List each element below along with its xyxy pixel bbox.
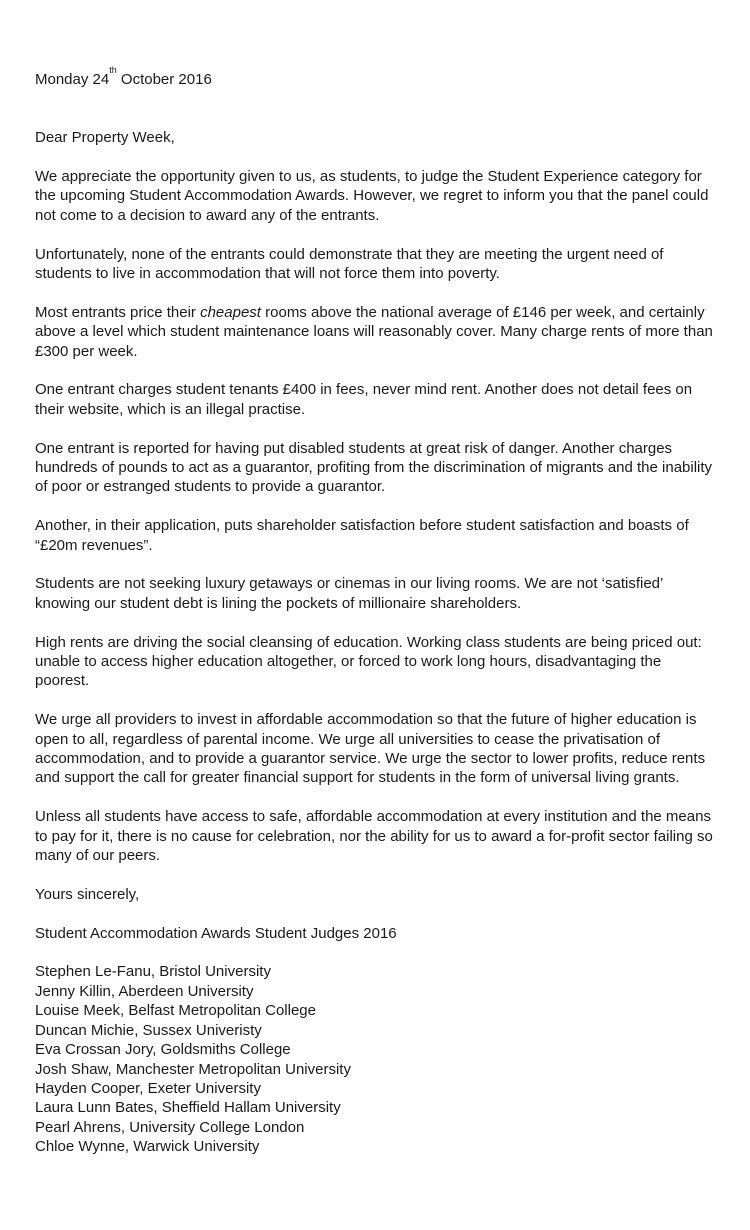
paragraph-3 bbox=[35, 303, 717, 361]
paragraph-5: One entrant is reported for having put disabled students at great risk of danger. Another charges hundreds of pounds to act as a guarantor, profiting from the discrimination of migrants and the inability of poor or estranged students to provide a guarantor. bbox=[35, 439, 713, 496]
paragraph-8: High rents are driving the social cleansing of education. Working class students are being priced out: unable to access higher education altogether, or forced to work long hours, disadvantaging the poorest. bbox=[35, 633, 702, 690]
signatory: Laura Lunn Bates, Sheffield Hallam University bbox=[35, 1099, 341, 1117]
salutation: Dear Property Week, bbox=[35, 129, 175, 147]
date-suffix: October 2016 bbox=[116, 71, 212, 88]
paragraph-10: Unless all students have access to safe, affordable accommodation at every institution and the means to pay for it, there is no cause for celebration, nor the ability for us to award a for-profit sector failing so many of our peers. bbox=[35, 808, 713, 865]
date-line bbox=[35, 65, 717, 89]
signatory-list bbox=[35, 962, 717, 1156]
signatory: Duncan Michie, Sussex Univeristy bbox=[35, 1021, 262, 1039]
paragraph-4: One entrant charges student tenants £400 in fees, never mind rent. Another does not detail fees on their website, which is an illegal practise. bbox=[35, 381, 693, 418]
paragraph-2: Unfortunately, none of the entrants could demonstrate that they are meeting the urgent need of students to live in accommodation that will not force them into poverty. bbox=[35, 245, 664, 283]
paragraph-3-text-after: rooms above the national average of £146 per week, and certainly above a level which student maintenance loans will reasonably cover. Many charge rents of more than £300 per week. bbox=[35, 303, 713, 360]
signatory: Eva Crossan Jory, Goldsmiths College bbox=[35, 1041, 291, 1059]
date-ordinal-superscript: th bbox=[109, 65, 117, 75]
signatory: Stephen Le-Fanu, Bristol University bbox=[35, 963, 271, 981]
paragraph-7: Students are not seeking luxury getaways or cinemas in our living rooms. We are not ‘satisfied’ knowing our student debt is lining the pockets of millionaire shareholders. bbox=[35, 575, 663, 612]
paragraph-1: We appreciate the opportunity given to us, as students, to judge the Student Experience category for the upcoming Student Accommodation Awards. However, we regret to inform you that the panel could not come to a decision to award any of the entrants. bbox=[35, 168, 709, 224]
signatory: Hayden Cooper, Exeter University bbox=[35, 1079, 261, 1097]
signatory-group-title: Student Accommodation Awards Student Judges 2016 bbox=[35, 924, 397, 942]
signatory: Jenny Killin, Aberdeen University bbox=[35, 982, 254, 1000]
paragraph-3-italic-word: cheapest bbox=[200, 303, 261, 321]
closing: Yours sincerely, bbox=[35, 885, 140, 903]
paragraph-6: Another, in their application, puts shareholder satisfaction before student satisfaction and boasts of “£20m revenues”. bbox=[35, 517, 689, 554]
date-prefix: Monday 24 bbox=[35, 71, 110, 88]
signatory: Chloe Wynne, Warwick University bbox=[35, 1138, 260, 1156]
signatory: Josh Shaw, Manchester Metropolitan University bbox=[35, 1060, 351, 1078]
paragraph-9: We urge all providers to invest in affordable accommodation so that the future of higher education is open to all, regardless of parental income. We urge all universities to cease the privatisation of accommodation, and to provide a guarantor service. We urge the sector to lower profits, reduce rents and support the call for greater financial support for students in the form of universal living grants. bbox=[35, 711, 706, 787]
signatory: Pearl Ahrens, University College London bbox=[35, 1118, 305, 1136]
paragraph-3-text-before: Most entrants price their bbox=[35, 303, 201, 321]
signatory: Louise Meek, Belfast Metropolitan College bbox=[35, 1002, 316, 1020]
